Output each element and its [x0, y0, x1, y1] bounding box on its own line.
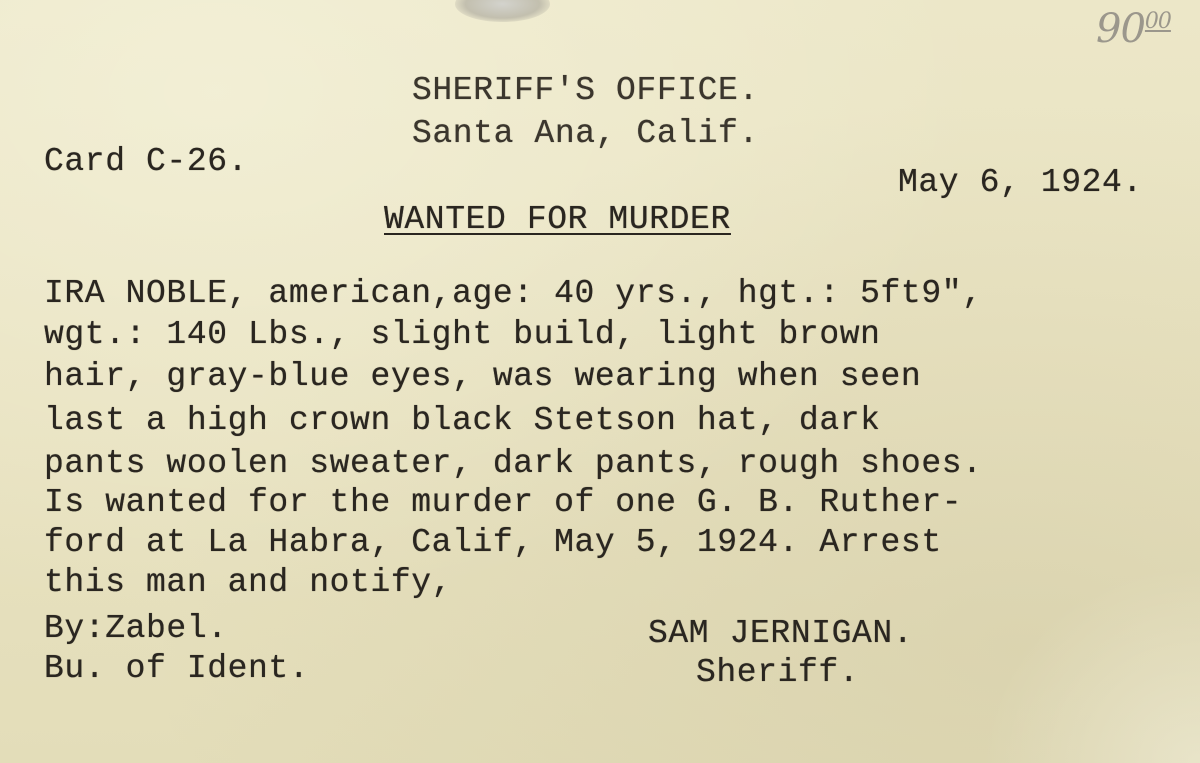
card-date: May 6, 1924. [898, 164, 1143, 201]
card-title: WANTED FOR MURDER [384, 201, 731, 238]
office-header: SHERIFF'S OFFICE. [412, 72, 759, 109]
body-line-2: wgt.: 140 Lbs., slight build, light brown [44, 316, 881, 353]
body-line-7: ford at La Habra, Calif, May 5, 1924. Arrest [44, 524, 942, 561]
signed-by: By:Zabel. [44, 610, 228, 647]
body-line-6: Is wanted for the murder of one G. B. Ruther- [44, 484, 963, 521]
office-location: Santa Ana, Calif. [412, 115, 759, 152]
card-number: Card C-26. [44, 143, 249, 180]
pencil-note-number: 90 [1096, 6, 1145, 52]
pencil-note-cents: 00 [1144, 9, 1171, 34]
sheriff-title: Sheriff. [696, 654, 860, 691]
body-line-3: hair, gray-blue eyes, was wearing when seen [44, 358, 922, 395]
punch-hole [455, 0, 550, 22]
body-line-4: last a high crown black Stetson hat, dark [44, 402, 881, 439]
body-line-8: this man and notify, [44, 564, 453, 601]
pencil-price-note [1096, 6, 1171, 52]
body-line-1: IRA NOBLE, american,age: 40 yrs., hgt.: 5ft9", [44, 275, 983, 312]
sheriff-name: SAM JERNIGAN. [648, 615, 914, 652]
body-line-5: pants woolen sweater, dark pants, rough shoes. [44, 445, 983, 482]
paper-crease [980, 563, 1200, 763]
bureau: Bu. of Ident. [44, 650, 310, 687]
